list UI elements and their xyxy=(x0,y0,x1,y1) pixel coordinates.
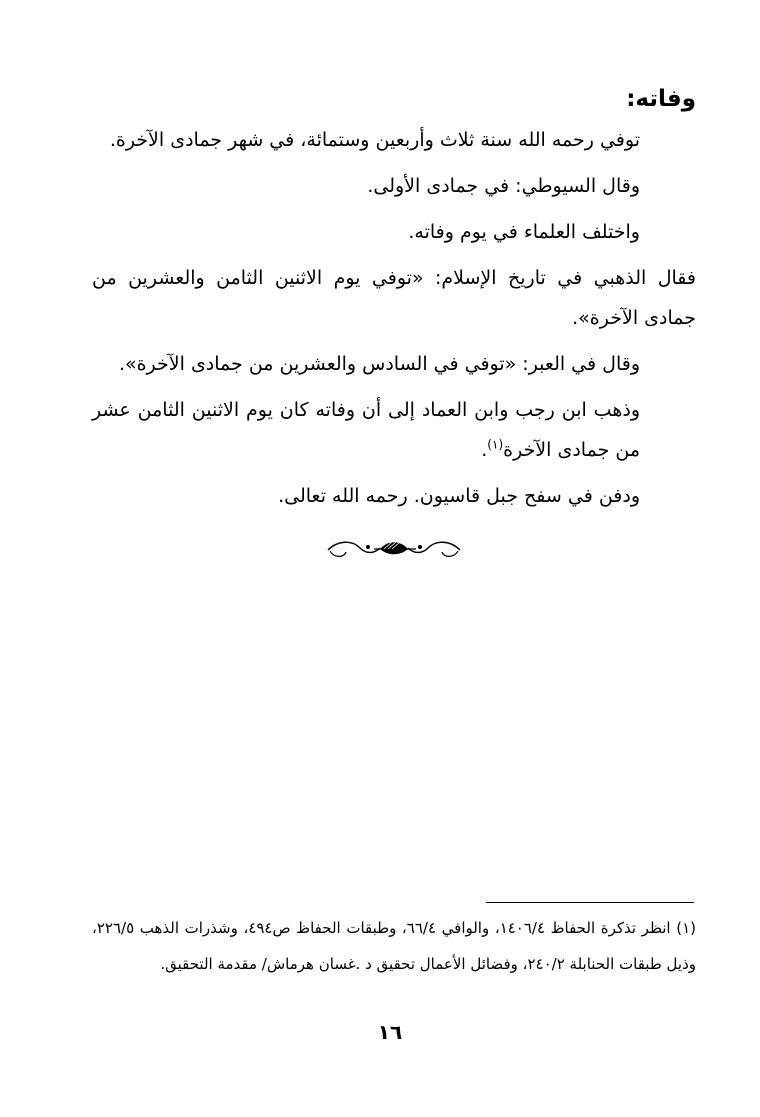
footnote-marker[interactable]: (١) xyxy=(487,437,504,452)
paragraph-ibn-rajab-end: . xyxy=(481,439,488,461)
paragraph-disagreement: واختلف العلماء في يوم وفاته. xyxy=(408,221,640,243)
paragraph-ibar: وقال في العبر: «توفي في السادس والعشرين من جمادى الآخرة». xyxy=(118,353,640,375)
paragraph-burial: ودفن في سفح جبل قاسيون. رحمه الله تعالى. xyxy=(278,485,640,507)
page-number: ١٦ xyxy=(377,1020,403,1044)
paragraph-dhahabi: فقال الذهبي في تاريخ الإسلام: «توفي يوم الاثنين الثامن والعشرين من جمادى الآخرة». xyxy=(92,267,696,329)
footnote-text: (١) انظر تذكرة الحفاظ ١٤٠٦/٤، والوافي ٦٦/٤، وطبقات الحفاظ ص٤٩٤، وشذرات الذهب ٢٢٦/٥، وذيل طبقات الحنابلة ٢٤٠/٢، وفضائل الأعمال تحقيق د .غسان هرماش/ مقدمة التحقيق. xyxy=(92,919,697,973)
footnote-separator xyxy=(486,902,694,903)
paragraph-death-year: توفي رحمه الله سنة ثلاث وأربعين وستمائة، في شهر جمادى الآخرة. xyxy=(109,129,640,151)
paragraph-ibn-rajab-text: وذهب ابن رجب وابن العماد إلى أن وفاته كان يوم الاثنين الثامن عشر من جمادى الآخرة xyxy=(92,399,640,461)
footnote-block xyxy=(92,910,696,982)
ornament-divider-icon xyxy=(324,536,464,562)
paragraph-suyuti: وقال السيوطي: في جمادى الأولى. xyxy=(367,175,640,197)
paragraph-ibn-rajab xyxy=(92,390,696,470)
body-text xyxy=(92,120,696,522)
section-heading: وفاته: xyxy=(626,86,696,112)
